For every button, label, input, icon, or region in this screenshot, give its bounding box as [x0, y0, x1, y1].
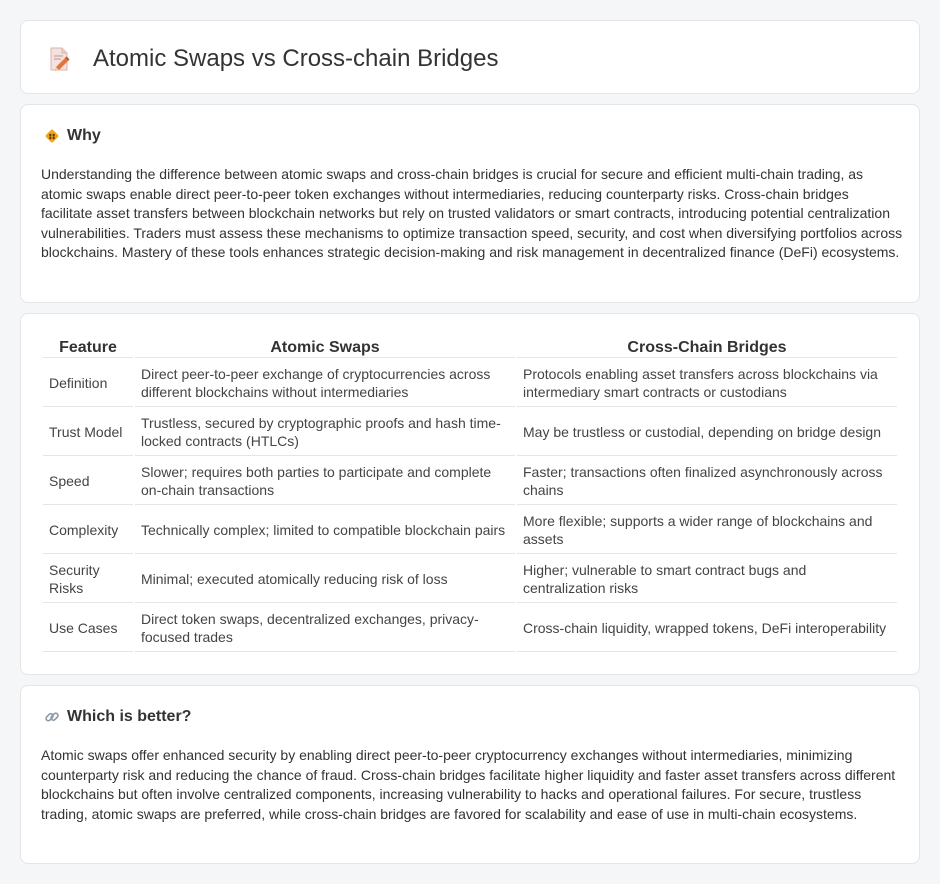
- feature-cell: Definition: [43, 360, 133, 407]
- atomic-cell: Slower; requires both parties to participate and complete on-chain transactions: [135, 458, 515, 505]
- bridge-cell: Faster; transactions often finalized asynchronously across chains: [517, 458, 897, 505]
- bridge-cell: Cross-chain liquidity, wrapped tokens, DeFi interoperability: [517, 605, 897, 652]
- better-heading-row: [43, 708, 191, 726]
- header-feature: Feature: [43, 336, 133, 358]
- bridge-cell: Higher; vulnerable to smart contract bugs and centralization risks: [517, 556, 897, 603]
- which-is-better-section: [20, 685, 920, 864]
- why-section: [20, 104, 920, 303]
- header-atomic-swaps: Atomic Swaps: [135, 336, 515, 358]
- warning-sign-icon: [43, 127, 61, 145]
- comparison-section: [20, 313, 920, 675]
- feature-cell: Use Cases: [43, 605, 133, 652]
- better-text: Atomic swaps offer enhanced security by enabling direct peer-to-peer cryptocurrency exchanges without intermediaries, minimizing counterparty risk and reducing the chance of fraud. Cross-chain bridges facilitate higher liquidity and faster asset transfers across different blockchains but often involve centralized components, increasing vulnerability to hacks and operational failures. For secure, trustless trading, atomic swaps are preferred, while cross-chain bridges are favored for scalability and ease of use in multi-chain ecosystems.: [41, 747, 896, 822]
- title-row: [47, 45, 498, 73]
- atomic-cell: Direct peer-to-peer exchange of cryptocurrencies across different blockchains without intermediaries: [135, 360, 515, 407]
- document-pencil-icon: [47, 46, 71, 72]
- better-heading: Which is better?: [67, 708, 192, 725]
- table-header-row: [43, 336, 897, 358]
- why-text: Understanding the difference between atomic swaps and cross-chain bridges is crucial for secure and efficient multi-chain trading, as atomic swaps enable direct peer-to-peer token exchanges without intermediaries, reducing counterparty risks. Cross-chain bridges facilitate asset transfers between blockchain networks but rely on trusted validators or smart contracts, introducing potential centralization vulnerabilities. Traders must assess these mechanisms to optimize transaction speed, security, and cost when diversifying portfolios across blockchains. Mastery of these tools enhances strategic decision-making and risk management in decentralized finance (DeFi) ecosystems.: [41, 166, 903, 260]
- link-icon: [43, 708, 61, 726]
- header-cross-chain-bridges: Cross-Chain Bridges: [517, 336, 897, 358]
- bridge-cell: Protocols enabling asset transfers across blockchains via intermediary smart contracts or custodians: [517, 360, 897, 407]
- feature-cell: Security Risks: [43, 556, 133, 603]
- atomic-cell: Technically complex; limited to compatible blockchain pairs: [135, 507, 515, 554]
- why-heading: Why: [67, 127, 101, 144]
- table-row: [43, 556, 897, 603]
- title-card: [20, 20, 920, 94]
- atomic-cell: Minimal; executed atomically reducing risk of loss: [135, 556, 515, 603]
- feature-cell: Trust Model: [43, 409, 133, 456]
- table-row: [43, 507, 897, 554]
- feature-cell: Speed: [43, 458, 133, 505]
- table-row: [43, 360, 897, 407]
- feature-cell: Complexity: [43, 507, 133, 554]
- table-row: [43, 458, 897, 505]
- atomic-cell: Trustless, secured by cryptographic proofs and hash time-locked contracts (HTLCs): [135, 409, 515, 456]
- why-heading-row: [43, 127, 101, 145]
- bridge-cell: May be trustless or custodial, depending on bridge design: [517, 409, 897, 456]
- bridge-cell: More flexible; supports a wider range of blockchains and assets: [517, 507, 897, 554]
- page-title: Atomic Swaps vs Cross-chain Bridges: [93, 45, 499, 72]
- comparison-table: [41, 334, 899, 654]
- atomic-cell: Direct token swaps, decentralized exchanges, privacy-focused trades: [135, 605, 515, 652]
- table-row: [43, 605, 897, 652]
- table-row: [43, 409, 897, 456]
